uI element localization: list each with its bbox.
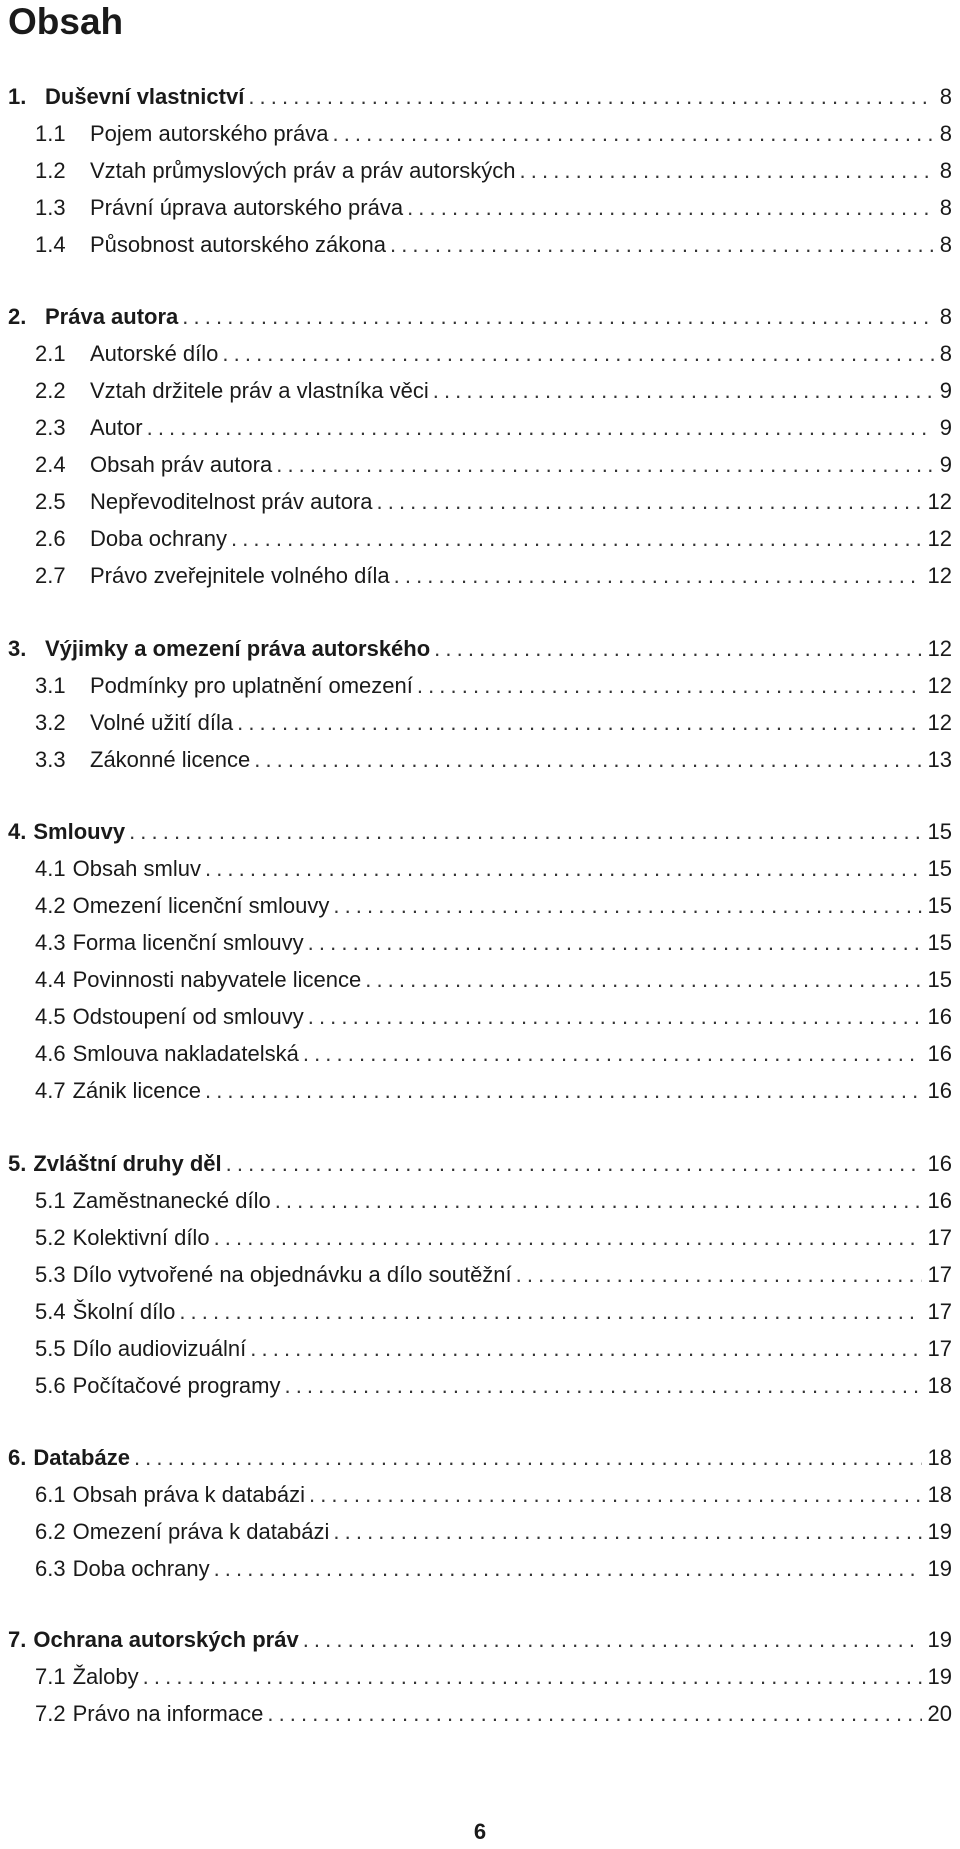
- item-number: 2.5: [35, 489, 66, 514]
- toc-item-2-6[interactable]: [0, 520, 960, 557]
- page-ref: 8: [939, 158, 952, 183]
- page-ref: 8: [939, 232, 952, 257]
- toc-item-5-4[interactable]: [0, 1293, 960, 1330]
- item-title: Omezení licenční smlouvy: [72, 893, 330, 918]
- page-ref: 16: [927, 1041, 952, 1066]
- item-number: 5.6: [35, 1373, 66, 1398]
- leader-dots: [237, 704, 921, 741]
- toc-item-4-5[interactable]: [0, 998, 960, 1035]
- page-ref: 17: [927, 1299, 952, 1324]
- item-title: Právní úprava autorského práva: [90, 195, 404, 220]
- leader-dots: [222, 335, 933, 372]
- page-ref: 12: [927, 710, 952, 735]
- page-ref: 19: [927, 1664, 952, 1689]
- toc-item-2-5[interactable]: [0, 483, 960, 520]
- leader-dots: [134, 1439, 922, 1476]
- item-number: 2.2: [35, 378, 66, 403]
- leader-dots: [248, 78, 933, 115]
- item-number: 7.2: [35, 1701, 66, 1726]
- page-ref: 8: [939, 341, 952, 366]
- chapter-number: 5.: [8, 1151, 27, 1176]
- page-ref: 19: [927, 1627, 952, 1652]
- toc-chapter-4[interactable]: [0, 813, 960, 850]
- toc-item-7-2[interactable]: [0, 1695, 960, 1732]
- item-number: 3.2: [35, 710, 66, 735]
- page-ref: 20: [927, 1701, 952, 1726]
- page-ref: 13: [927, 747, 952, 772]
- toc-item-3-1[interactable]: [0, 667, 960, 704]
- toc-chapter-6[interactable]: [0, 1439, 960, 1476]
- leader-dots: [303, 1621, 922, 1658]
- item-title: Zánik licence: [72, 1078, 201, 1103]
- page-ref: 9: [939, 452, 952, 477]
- item-title: Autorské dílo: [90, 341, 219, 366]
- item-title: Právo zveřejnitele volného díla: [90, 563, 390, 588]
- toc-item-5-3[interactable]: [0, 1256, 960, 1293]
- page-title: Obsah: [8, 1, 124, 42]
- item-number: 5.1: [35, 1188, 66, 1213]
- chapter-title: Smlouvy: [33, 819, 126, 844]
- item-title: Obsah práv autora: [90, 452, 273, 477]
- leader-dots: [214, 1550, 922, 1587]
- page-ref: 12: [927, 526, 952, 551]
- leader-dots: [434, 630, 921, 667]
- leader-dots: [309, 1476, 922, 1513]
- toc-item-2-3[interactable]: [0, 409, 960, 446]
- leader-dots: [250, 1330, 921, 1367]
- page-ref: 18: [927, 1482, 952, 1507]
- page-ref: 18: [927, 1373, 952, 1398]
- item-title: Volné užití díla: [90, 710, 234, 735]
- page-ref: 16: [927, 1151, 952, 1176]
- toc-item-6-2[interactable]: [0, 1513, 960, 1550]
- leader-dots: [275, 1182, 922, 1219]
- toc-item-1-3[interactable]: [0, 189, 960, 226]
- item-title: Pojem autorského práva: [90, 121, 329, 146]
- toc-chapter-5[interactable]: [0, 1145, 960, 1182]
- item-number: 1.3: [35, 195, 66, 220]
- toc-chapter-7[interactable]: [0, 1621, 960, 1658]
- leader-dots: [231, 520, 922, 557]
- page-ref: 9: [939, 415, 952, 440]
- page-ref: 17: [927, 1225, 952, 1250]
- chapter-number: 7.: [8, 1627, 27, 1652]
- leader-dots: [333, 887, 921, 924]
- leader-dots: [303, 1035, 922, 1072]
- toc-chapter-1[interactable]: [0, 78, 960, 115]
- toc-item-2-7[interactable]: [0, 557, 960, 594]
- leader-dots: [226, 1145, 922, 1182]
- toc-item-5-2[interactable]: [0, 1219, 960, 1256]
- item-title: Zákonné licence: [90, 747, 251, 772]
- item-title: Omezení práva k databázi: [72, 1519, 330, 1544]
- toc-item-4-4[interactable]: [0, 961, 960, 998]
- item-title: Forma licenční smlouvy: [72, 930, 304, 955]
- leader-dots: [377, 483, 922, 520]
- page-ref: 19: [927, 1556, 952, 1581]
- toc-item-1-4[interactable]: [0, 226, 960, 263]
- toc-item-2-1[interactable]: [0, 335, 960, 372]
- page-ref: 15: [927, 893, 952, 918]
- chapter-number: 2.: [8, 304, 27, 329]
- item-title: Kolektivní dílo: [72, 1225, 210, 1250]
- item-title: Působnost autorského zákona: [90, 232, 386, 257]
- chapter-title: Duševní vlastnictví: [45, 84, 245, 109]
- page-ref: 8: [939, 304, 952, 329]
- toc-item-1-2[interactable]: [0, 152, 960, 189]
- toc-item-4-6[interactable]: [0, 1035, 960, 1072]
- leader-dots: [276, 446, 934, 483]
- leader-dots: [365, 961, 921, 998]
- page-ref: 18: [927, 1445, 952, 1470]
- item-title: Doba ochrany: [90, 526, 227, 551]
- page-ref: 16: [927, 1078, 952, 1103]
- leader-dots: [417, 667, 922, 704]
- leader-dots: [516, 1256, 922, 1293]
- leader-dots: [332, 115, 933, 152]
- page-ref: 16: [927, 1188, 952, 1213]
- toc-chapter-3[interactable]: [0, 630, 960, 667]
- leader-dots: [433, 372, 934, 409]
- item-number: 2.3: [35, 415, 66, 440]
- chapter-title: Zvláštní druhy děl: [33, 1151, 222, 1176]
- item-title: Vztah průmyslových práv a práv autorských: [90, 158, 516, 183]
- leader-dots: [179, 1293, 921, 1330]
- item-title: Školní dílo: [72, 1299, 176, 1324]
- toc-item-7-1[interactable]: [0, 1658, 960, 1695]
- toc-item-4-7[interactable]: [0, 1072, 960, 1109]
- item-title: Zaměstnanecké dílo: [72, 1188, 271, 1213]
- toc-item-5-1[interactable]: [0, 1182, 960, 1219]
- item-number: 6.3: [35, 1556, 66, 1581]
- item-number: 1.4: [35, 232, 66, 257]
- leader-dots: [284, 1367, 921, 1404]
- leader-dots: [214, 1219, 922, 1256]
- item-number: 6.2: [35, 1519, 66, 1544]
- item-title: Autor: [90, 415, 143, 440]
- page-ref: 12: [927, 636, 952, 661]
- page-ref: 15: [927, 819, 952, 844]
- item-title: Počítačové programy: [72, 1373, 281, 1398]
- item-number: 4.1: [35, 856, 66, 881]
- item-number: 4.2: [35, 893, 66, 918]
- leader-dots: [394, 557, 922, 594]
- page-ref: 12: [927, 673, 952, 698]
- item-title: Povinnosti nabyvatele licence: [72, 967, 362, 992]
- chapter-number: 3.: [8, 636, 27, 661]
- chapter-number: 4.: [8, 819, 27, 844]
- chapter-title: Databáze: [33, 1445, 130, 1470]
- item-number: 2.7: [35, 563, 66, 588]
- leader-dots: [143, 1658, 922, 1695]
- toc-item-2-2[interactable]: [0, 372, 960, 409]
- leader-dots: [267, 1695, 921, 1732]
- page-number: 6: [473, 1819, 487, 1844]
- chapter-number: 1.: [8, 84, 27, 109]
- toc-item-6-3[interactable]: [0, 1550, 960, 1587]
- item-number: 6.1: [35, 1482, 66, 1507]
- page-ref: 17: [927, 1262, 952, 1287]
- item-title: Dílo vytvořené na objednávku a dílo soutěžní: [72, 1262, 512, 1287]
- item-number: 4.5: [35, 1004, 66, 1029]
- leader-dots: [205, 850, 922, 887]
- item-number: 2.1: [35, 341, 66, 366]
- leader-dots: [308, 924, 922, 961]
- item-number: 5.4: [35, 1299, 66, 1324]
- page-ref: 15: [927, 856, 952, 881]
- item-number: 5.2: [35, 1225, 66, 1250]
- item-number: 3.3: [35, 747, 66, 772]
- page-ref: 19: [927, 1519, 952, 1544]
- chapter-title: Ochrana autorských práv: [33, 1627, 299, 1652]
- item-title: Podmínky pro uplatnění omezení: [90, 673, 413, 698]
- leader-dots: [333, 1513, 921, 1550]
- leader-dots: [182, 298, 933, 335]
- toc-item-4-3[interactable]: [0, 924, 960, 961]
- item-title: Vztah držitele práv a vlastníka věci: [90, 378, 429, 403]
- toc-item-2-4[interactable]: [0, 446, 960, 483]
- page-ref: 12: [927, 563, 952, 588]
- toc-chapter-2[interactable]: [0, 298, 960, 335]
- toc-item-1-1[interactable]: [0, 115, 960, 152]
- item-number: 2.4: [35, 452, 66, 477]
- item-number: 3.1: [35, 673, 66, 698]
- page-ref: 9: [939, 378, 952, 403]
- item-number: 4.4: [35, 967, 66, 992]
- item-number: 5.3: [35, 1262, 66, 1287]
- page-ref: 16: [927, 1004, 952, 1029]
- leader-dots: [390, 226, 934, 263]
- chapter-title: Výjimky a omezení práva autorského: [45, 636, 431, 661]
- page-ref: 15: [927, 930, 952, 955]
- chapter-number: 6.: [8, 1445, 27, 1470]
- page-ref: 8: [939, 84, 952, 109]
- leader-dots: [520, 152, 934, 189]
- item-title: Obsah práva k databázi: [72, 1482, 305, 1507]
- page-ref: 8: [939, 121, 952, 146]
- toc-item-5-5[interactable]: [0, 1330, 960, 1367]
- item-title: Doba ochrany: [72, 1556, 210, 1581]
- item-number: 4.6: [35, 1041, 66, 1066]
- item-number: 1.2: [35, 158, 66, 183]
- leader-dots: [308, 998, 922, 1035]
- item-title: Nepřevoditelnost práv autora: [90, 489, 373, 514]
- leader-dots: [205, 1072, 922, 1109]
- toc-item-4-2[interactable]: [0, 887, 960, 924]
- page-ref: 15: [927, 967, 952, 992]
- toc-item-5-6[interactable]: [0, 1367, 960, 1404]
- item-number: 2.6: [35, 526, 66, 551]
- toc-item-4-1[interactable]: [0, 850, 960, 887]
- item-title: Právo na informace: [72, 1701, 264, 1726]
- leader-dots: [129, 813, 921, 850]
- toc-item-3-3[interactable]: [0, 741, 960, 778]
- item-number: 4.7: [35, 1078, 66, 1103]
- item-number: 4.3: [35, 930, 66, 955]
- item-title: Obsah smluv: [72, 856, 201, 881]
- page-ref: 12: [927, 489, 952, 514]
- chapter-title: Práva autora: [45, 304, 179, 329]
- item-title: Dílo audiovizuální: [72, 1336, 247, 1361]
- item-title: Odstoupení od smlouvy: [72, 1004, 304, 1029]
- toc-item-6-1[interactable]: [0, 1476, 960, 1513]
- item-number: 1.1: [35, 121, 66, 146]
- leader-dots: [407, 189, 934, 226]
- item-number: 7.1: [35, 1664, 66, 1689]
- leader-dots: [147, 409, 934, 446]
- page-ref: 17: [927, 1336, 952, 1361]
- page-ref: 8: [939, 195, 952, 220]
- item-title: Žaloby: [72, 1664, 139, 1689]
- toc-item-3-2[interactable]: [0, 704, 960, 741]
- item-title: Smlouva nakladatelská: [72, 1041, 299, 1066]
- leader-dots: [254, 741, 921, 778]
- item-number: 5.5: [35, 1336, 66, 1361]
